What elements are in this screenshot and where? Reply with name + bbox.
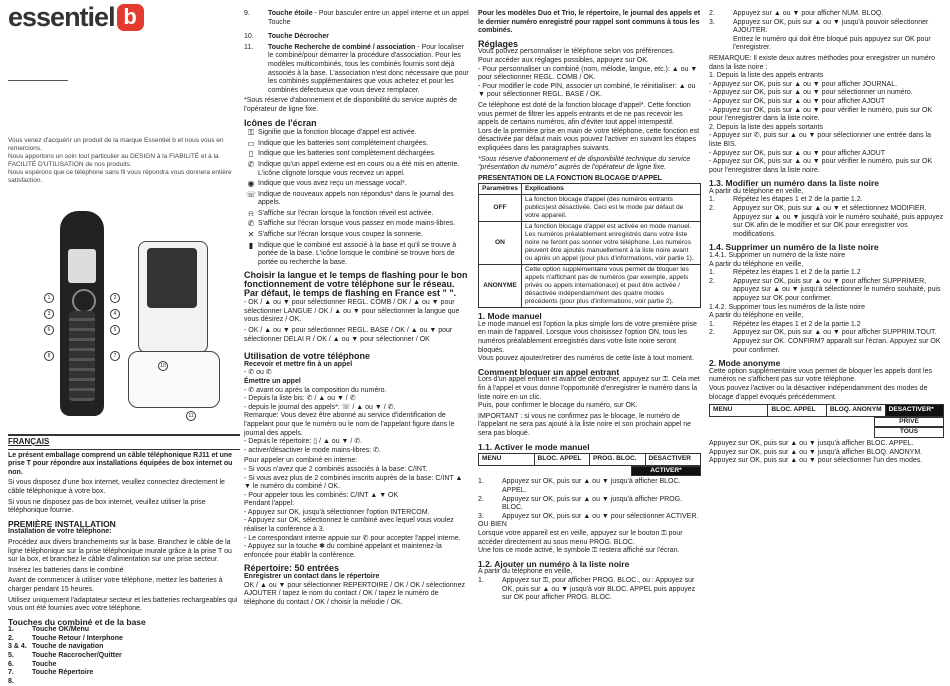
icon-row: ☏ Indique de nouveaux appels non répondus* dans le journal des appels. [245,189,454,207]
list-item: OK / ▲ ou ▼ pour sélectionner REPERTOIRE / OK / OK / sélectionnez AJOUTER / tapez le nom du contact / OK / tapez le numéro de téléphone du contact / OK / choisir la mélodie / OK. [244,581,465,606]
list-item: - activer/désactiver le mode mains-libres: ✆. [244,446,381,454]
icon-row: ▮ Indique que le combiné est associé à la base et qu'il se trouve à portée de la base. L'icône lorsque le combiné se trouve hors de portée ou recherche la base. [244,242,469,268]
handset-screen [68,249,96,283]
menu-step: BLOC. APPEL [535,454,591,465]
brand-logo [8,2,240,32]
list-item: 1. Répétez les étapes 1 et 2 de la partie 1.2 [709,269,861,277]
list-item: - Appuyez sur ✆, puis sur ▲ ou ▼ pour sélectionner une entrée dans la liste BIS. [709,132,932,148]
alarm-icon: ⍾ [248,208,254,218]
list-item: Appuyez sur OK, puis sur ▲ ou ▼ pour sélectionner l'un des modes. [709,457,923,465]
paragraph: Lorsque votre appareil est en veille, appuyez sur le bouton ⚿ pour accéder directement au sous menu PROG. BLOC. [478,529,683,546]
list-item: 1. Depuis la liste des appels entrants [709,72,824,80]
callout-7: 7 [110,351,120,361]
signal-icon: ▮ [248,240,254,250]
list-item: Appuyez sur OK, puis sur ▲ ou ▼ jusqu'à afficher BLOQ. ANONYM. [709,448,923,456]
icon-row: ⚿ Signifie que la fonction blocage d'appel est activée. [244,129,469,138]
table-header: Explications [521,184,700,195]
section-heading: 1.2. Ajouter un numéro à la liste noire [478,558,630,569]
callout-8: 8 [44,351,54,361]
callout-10: 10 [158,361,168,371]
list-item: - Appuyez sur OK, puis sur ▲ ou ▼ pour afficher JOURNAL. [709,80,898,88]
icon-row: ✆ Indique qu'un appel externe est en cours ou a été mis en attente. L'icône clignote lorsque vous recevez un appel. [244,161,469,178]
list-item: Si vous disposez d'une box internet, veuillez connectez directement le câble téléphonique à votre box. [8,479,225,495]
list-item: - Appuyez sur OK, puis sur ▲ ou ▼ pour afficher AJOUT [709,97,885,105]
directory-heading: Répertoire: 50 entrées [244,563,340,574]
callout-4: 4 [110,309,120,319]
call-block-table [478,183,701,308]
settings-heading: Réglages [478,38,519,49]
flash-heading: Par défaut, le temps de flashing en France est " ". [244,287,457,298]
menu-option: TOUS [874,427,944,438]
paragraph: Lors de la première prise en main de votre téléphone, cette fonction est désactivée par défaut mais vous pouvez l'activer en suivant les étapes expliquées dans les paragraphes suivants. [478,127,700,152]
paragraph: A partir du téléphone en veille, [709,187,804,195]
column-1 [8,0,240,685]
menu-path [478,453,701,466]
list-item: 10. Touche Décrocher [244,33,329,41]
battery-empty-icon: ▯ [248,149,254,159]
column-4 [709,0,944,672]
subheading: Émettre un appel [244,377,301,385]
subheading: Pendant l'appel: [244,500,294,508]
callout-6: 6 [44,325,54,335]
list-item: 3 & 4. Touche de navigation [8,643,104,651]
list-item: - ✆ ou ✆ [244,369,272,377]
list-item: 1. Répétez les étapes 1 et 2 de la partie 1.2. [709,196,863,204]
callout-2: 2 [110,293,120,303]
paragraph: Le mode manuel est l'option la plus simple lors de votre première prise en main de l'appareil. Lorsque vous choisissez l'option ON, tous les numéros préalablement enregistrés dans votre liste noire seront bloqués. [478,320,697,354]
footnote: *Sous réserve d'abonnement et de disponibilité technique du service "présentation du numéro" auprès de l'opérateur de ligne fixe. [478,155,691,172]
section-heading: 1.1. Activer le mode manuel [478,441,590,452]
list-item: 2. Appuyez sur OK, puis sur ▲ ou ▼ pour afficher SUPPRIM.TOUT. Appuyez sur OK. CONFIRM? apparaît sur l'écran. Appuyez sur OK pour confirmer. [709,329,941,354]
menu-step: DESACTIVER [648,455,691,463]
paragraph: Vous pouvez ajouter/retirer des numéros de cette liste à tout moment. [478,355,694,363]
list-item: - Le correspondant interne appuie sur ✆ pour accepter l'appel interne. [244,534,461,542]
paragraph: A partir du téléphone en veille, [709,312,804,320]
handset-nav-key [72,289,96,313]
speaker-icon: ✆ [247,219,255,229]
menu-step: MENU [479,454,535,465]
section-heading: 1.3. Modifier un numéro dans la liste noire [709,178,880,189]
list-item: - Pour personnaliser un combiné (nom, mélodie, langue, etc.): ▲ ou ▼ pour sélectionner REGL. COMB / OK. [478,65,698,82]
section-heading: 2. Mode anonyme [709,358,781,369]
voicemail-icon: ◉ [247,179,255,189]
call-block-icon: ⚿ [247,128,255,138]
icon-row: ▯ Indique que les batteries sont complètement déchargées. [244,150,469,159]
battery-full-icon: ▭ [247,138,255,148]
list-item: 1. Touche OK/Menu [8,626,90,634]
paragraph: Ce téléphone est doté de la fonction blocage d'appel*. Cette fonction vous permet de filtrer les appels entrants et de ne pas recevoir les appels de certains numéros, afin d'éviter tout appel intempestif. [478,101,691,127]
intro-text: Vous venez d'acquérir un produit de la marque Essentiel b et nous vous en remercions. Nous apportons un soin tout particulier au DESIGN à la FIABILITÉ et à la FACILITÉ D'UTILISATION de nos produits. Nous espérons que ce téléphone sans fil vous répondra vous donnera entière satisfaction. [8,137,232,184]
column-3 [478,0,701,672]
footnote: *Sous réserve d'abonnement et de disponibilité du service auprès de l'opérateur de ligne fixe. [244,97,458,113]
list-item: - depuis le journal des appels*: ☏ / ▲ ou ▼ / ✆. [244,403,396,411]
list-item: 2. Appuyez sur ▲ ou ▼ pour afficher NUM. BLOQ. [709,10,884,17]
paragraph: Cette option supplémentaire vous permet de bloquer les appels dont les numéros ne s'affichent pas sur votre téléphone. [709,367,932,384]
list-item: Remarque: Vous devez être abonné au service d'identification de l'appelant pour que le numéro ou le nom de l'appelant figure dans le journal des appels. [244,412,455,437]
menu-path [709,404,944,417]
callout-1: 1 [44,293,54,303]
paragraph: Pour accéder aux réglages possibles, appuyez sur OK. [478,56,649,64]
list-item: 2. Touche Retour / Interphone [8,634,123,642]
subheading: Enregistrer un contact dans le répertoire [244,573,380,581]
table-row: ANONYME Cette option supplémentaire vous permet de bloquer les appels n'affichant pas de numéros (par exemple, appels privés ou appels internationaux) et peut être activée / désactivée indépendamment des quatre modes précédents (pour plus d'informations, voir partie 2). [479,265,701,308]
list-item: Insérez les batteries dans le combiné [8,566,124,574]
list-item: 11. Touche Recherche de combiné / association - Pour localiser le combiné/pour démarrer la procédure d'association. Pour les modèles multicombinés, tous les combinés fournis sont déjà associés à la base. L'association n'est donc nécessaire que pour les combinés supplémentaires que vous achetez et pour les combinés défectueux que vous devez remplacer. [244,43,469,94]
section-heading: 1. Mode manuel [478,311,542,322]
list-item: Si vous ne disposez pas de box internet, veuillez utiliser la prise téléphonique fournie. [8,498,206,515]
list-item: - Pour modifier le code PIN, associer un combiné, le réinitialiser: ▲ ou ▼ pour sélectionner REGL. BASE / OK. [478,82,696,99]
list-item: - Depuis la liste bis: ✆ / ▲ ou ▼ / ✆ [244,395,356,403]
important-note: IMPORTANT : si vous ne confirmez pas le blocage, le numéro de l'appelant ne sera pas ajouté à la liste noire et son prochain appel ne sera pas bloqué. [478,412,692,437]
list-item: - Appuyez sur OK, puis sur ▲ ou ▼ pour afficher AJOUT [709,149,885,157]
list-item: - Depuis le répertoire: ▯ / ▲ ou ▼ / ✆. [244,438,363,446]
subheading: Recevoir et mettre fin à un appel [244,360,353,368]
list-item: Appuyez sur OK, puis sur ▲ ou ▼ jusqu'à afficher BLOC. APPEL. [709,439,914,447]
section-heading: PRESENTATION DE LA FONCTION BLOCAGE D'APPEL [478,174,662,182]
paragraph: Une fois ce mode activé, le symbole ⚿ restera affiché sur l'écran. [478,547,680,555]
section-heading: Comment bloquer un appel entrant [478,366,620,377]
shared-note: Pour les modèles Duo et Trio, le répertoire, le journal des appels et le dernier numéro enregistré pour rappel sont communs à tous les combinés. [478,10,701,35]
menu-step: PROG. BLOC. [590,454,646,465]
list-item: 2. Appuyez sur OK, puis sur ▲ ou ▼ pour afficher SUPPRIMER, appuyez sur ▲ ou ▼ jusqu'à sélectionner le numéro souhaité, puis appuyez sur OK pour confirmer. [709,277,941,302]
handset-keypad [69,311,95,401]
list-item: - OK / ▲ ou ▼ pour sélectionner REGL. COMB / OK / ▲ ou ▼ pour sélectionner LANGUE / OK / ▲ ou ▼ pour sélectionner la langue que vous désirez / OK. [244,299,460,324]
remark: REMARQUE: Il existe deux autres méthodes pour enregistrer un numéro dans la liste noire : [709,54,936,71]
list-item: - Appuyez sur la touche ✱ du combiné appelant et maintenez-la enfoncée pour établir la conférence. [244,543,442,559]
install-title: Installation de votre téléphone: [8,528,112,536]
paragraph: A partir du téléphone en veille, [709,260,804,268]
list-item: - OK / ▲ ou ▼ pour sélectionner REGL. BASE / OK / ▲ ou ▼ pour sélectionner DELAI R / OK / ▲ ou ▼ pour sélectionner / OK [244,327,453,343]
menu-step: BLOC. APPEL [768,405,826,416]
subheading: 1.4.1. Supprimer un numéro de la liste noire [709,252,846,260]
list-item: - Appuyez sur OK, sélectionnez le combiné avec lequel vous voulez réaliser la conférence à 3. [244,517,454,534]
column-2 [244,0,469,672]
paragraph: Entrez le numéro qui doit être bloqué puis appuyez sur OK pour l'enregistrer. [733,35,931,52]
list-item: - Si vous n'avez que 2 combinés associés à la base: C/INT. [244,465,428,473]
first-install-heading: PREMIÈRE INSTALLATION [8,518,116,529]
mute-icon: ✕ [247,230,255,240]
section-heading: 1.4. Supprimer un numéro de la liste noire [709,242,879,253]
icon-row: ⍾ S'affiche sur l'écran lorsque la fonction réveil est activée. [244,210,469,219]
base-station-image [138,241,208,353]
phone-icon: ✆ [247,159,255,169]
list-item: 2. Appuyez sur OK, puis sur ▲ ou ▼ et sélectionnez MODIFIER. Appuyez sur ▲ ou ▼ jusqu'à voir le numéro souhaité, puis appuyez sur OK afin de le modifier et sur OK pour enregistrer vos modifications. [709,205,944,238]
icon-row: ◉ Indique que vous avez reçu un message vocal*. [244,180,469,189]
icon-row: ✆ S'affiche sur l'écran lorsque vous passez en mode mains-libres. [244,220,469,229]
list-item: 5. Touche Raccrocher/Quitter [8,652,122,660]
menu-step: MENU [710,405,768,416]
icon-row: ▭ Indique que les batteries sont complètement chargées. [244,140,469,149]
paragraph: Vous pouvez l'activer ou la désactiver indépendamment des modes de blocage d'appel évoqués précédemment. [709,384,928,401]
keys-heading: Touches du combiné et de la base [8,616,146,627]
paragraph: A partir du téléphone en veille, [478,568,573,576]
base-cradle-image [128,351,220,408]
brand-name: essentiel [8,1,115,32]
paragraph: OU BIEN [478,521,507,529]
table-row: OFF La fonction blocage d'appel (des numéros entrants publics)est désactivée. Ceci est le mode par défaut de votre appareil. [479,195,701,222]
paragraph: Puis, pour confirmer le blocage du numéro, sur OK. [478,402,638,410]
callout-3: 3 [44,309,54,319]
charge-text: Avant de commencer à utiliser votre téléphone, mettez les batteries à charger pendant 15 heures. [8,577,223,593]
list-item: 1. Répétez les étapes 1 et 2 de la partie 1.2 [709,320,861,328]
subheading: Pour appeler un combiné en interne: [244,457,358,465]
language-section-heading: Choisir la langue et le temps de flashing pour le bon fonctionnement de votre téléphone sur le réseau. [244,270,468,290]
menu-step: BLOQ. ANONYM [827,405,886,416]
list-item: 9. Touche étoile - Pour basculer entre un appel interne et un appel Touche [244,10,469,26]
paragraph: Vous pouvez personnaliser le téléphone selon vos préférences. [478,48,675,56]
usage-heading: Utilisation de votre téléphone [244,351,371,362]
list-item: 8. [8,677,14,685]
list-item: 2. Depuis la liste des appels sortants [709,123,824,131]
handset-image [60,211,104,416]
list-item: - Appuyez sur OK, puis sur ▲ ou ▼ pour sélectionner un numéro. [709,89,913,97]
package-contents: Le présent emballage comprend un câble téléphonique RJ11 et une prise T pour répondre aux installations équipées de box internet ou non. [8,451,233,476]
list-item: - Appuyez sur OK, puis sur ▲ ou ▼ pour vérifier le numéro, puis sur OK pour l'enregistrer dans la liste noire. [709,106,933,123]
missed-call-icon: ☏ [245,189,256,199]
list-item: - Appuyez sur OK, puis sur ▲ ou ▼ pour vérifier le numéro, puis sur OK pour l'enregistrer dans la liste noire. [709,158,933,174]
list-item: 6. Touche [8,660,57,668]
menu-option: PRIVÉ [874,417,944,428]
brand-mark: b [117,4,144,31]
list-item: 3. Appuyez sur OK, puis sur ▲ ou ▼ jusqu'à pouvoir sélectionner AJOUTER. [709,18,929,35]
list-item: 1. Appuyez sur ⚿, pour afficher PROG. BLOC., ou : Appuyez sur OK, puis sur ▲ ou ▼ jusqu'à voir BLOC. APPEL puis appuyez sur OK pour afficher PROG. BLOC. [478,576,696,602]
list-item: - Appuyez sur OK, jusqu'à sélectionner l'option INTERCOM. [244,508,430,516]
list-item: - Pour appeler tous les combinés: C/INT ▲ ▼ OK [244,491,399,499]
list-item: - ✆ avant ou après la composition du numéro. [244,386,387,394]
table-row: ON La fonction blocage d'appel est activée en mode manuel. Les numéros préalablement enregistrés dans votre liste noire ne feront pas sonner votre téléphone. Les numéros peuvent être ajoutés manuellement à la liste noire avant ou après un appel (pour plus d'informations, voir partie 1). [479,222,701,265]
callout-5: 5 [110,325,120,335]
list-item: 1. Appuyez sur OK, puis sur ▲ ou ▼ jusqu'à afficher BLOC. APPEL. [478,478,681,494]
icons-heading: Icônes de l'écran [244,117,317,128]
warning-text: Utilisez uniquement l'adaptateur secteur et les batteries rechargeables qui vous ont été fournies avec votre téléphone. [8,596,238,613]
menu-step: DESACTIVER* [886,405,943,416]
list-item: 7. Touche Répertoire [8,669,94,677]
list-item: Procédez aux divers branchements sur la base. Branchez le câble de la ligne téléphonique sur la prise téléphonique murale grâce à la prise T ou sur la box, et branchez le câble d'alimentation sur une prise secteur. [8,538,232,564]
table-header: Paramètres [479,184,522,195]
subheading: 1.4.2. Supprimer tous les numéros de la liste noire [709,303,866,311]
icon-row: ✕ S'affiche sur l'écran lorsque vous coupez la sonnerie. [244,231,469,240]
divider [8,80,68,81]
callout-11: 11 [186,411,196,421]
paragraph: Lors d'un appel entrant et avant de décrocher, appuyez sur ⚿. Cela met fin à l'appel et vous donne l'opportunité d'enregistrer le numéro dans la liste noire en un clic. [478,376,700,401]
menu-option: ACTIVER* [631,466,701,477]
language-heading: FRANÇAIS [8,434,240,450]
list-item: - Si vous avez plus de 2 combinés inscrits auprès de la base: C/INT ▲ ▼ le numéro du combiné / OK. [244,474,463,491]
list-item: 3. Appuyez sur OK, puis sur ▲ ou ▼ pour sélectionner ACTIVER. [478,512,699,520]
list-item: 2. Appuyez sur OK, puis sur ▲ ou ▼ jusqu'à afficher PROG. BLOC. [478,495,683,512]
phone-illustration [8,211,240,426]
